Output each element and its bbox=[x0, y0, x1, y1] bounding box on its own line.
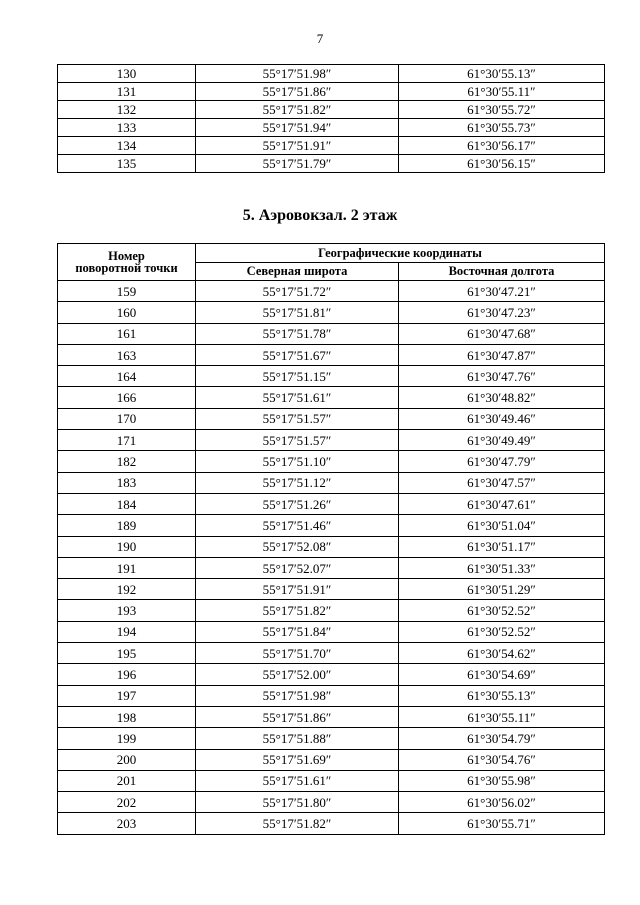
table-row bbox=[58, 281, 605, 302]
table-row bbox=[58, 472, 605, 493]
table-row bbox=[58, 387, 605, 408]
point-number-cell: 201 bbox=[58, 770, 196, 791]
table-row bbox=[58, 408, 605, 429]
longitude-cell: 61°30′55.13″ bbox=[399, 65, 605, 83]
longitude-cell: 61°30′52.52″ bbox=[399, 621, 605, 642]
longitude-cell: 61°30′52.52″ bbox=[399, 600, 605, 621]
table-row bbox=[58, 430, 605, 451]
latitude-cell: 55°17′51.69″ bbox=[196, 749, 399, 770]
coordinates-table-continued bbox=[57, 64, 605, 173]
point-number-cell: 163 bbox=[58, 344, 196, 365]
table-row bbox=[58, 557, 605, 578]
point-number-cell: 197 bbox=[58, 685, 196, 706]
longitude-cell: 61°30′47.68″ bbox=[399, 323, 605, 344]
point-number-cell: 132 bbox=[58, 101, 196, 119]
table-row bbox=[58, 685, 605, 706]
longitude-cell: 61°30′54.69″ bbox=[399, 664, 605, 685]
latitude-cell: 55°17′51.70″ bbox=[196, 643, 399, 664]
table-row bbox=[58, 706, 605, 727]
longitude-cell: 61°30′51.17″ bbox=[399, 536, 605, 557]
point-number-cell: 171 bbox=[58, 430, 196, 451]
header-latitude: Северная широта bbox=[196, 263, 399, 281]
point-number-cell: 202 bbox=[58, 792, 196, 813]
latitude-cell: 55°17′51.78″ bbox=[196, 323, 399, 344]
latitude-cell: 55°17′51.46″ bbox=[196, 515, 399, 536]
latitude-cell: 55°17′51.82″ bbox=[196, 813, 399, 834]
latitude-cell: 55°17′51.98″ bbox=[196, 65, 399, 83]
point-number-cell: 134 bbox=[58, 137, 196, 155]
latitude-cell: 55°17′51.82″ bbox=[196, 600, 399, 621]
latitude-cell: 55°17′52.07″ bbox=[196, 557, 399, 578]
latitude-cell: 55°17′51.81″ bbox=[196, 302, 399, 323]
longitude-cell: 61°30′55.72″ bbox=[399, 101, 605, 119]
table-row bbox=[58, 770, 605, 791]
latitude-cell: 55°17′51.79″ bbox=[196, 155, 399, 173]
point-number-cell: 203 bbox=[58, 813, 196, 834]
point-number-cell: 161 bbox=[58, 323, 196, 344]
table-row bbox=[58, 579, 605, 600]
latitude-cell: 55°17′51.57″ bbox=[196, 430, 399, 451]
point-number-cell: 130 bbox=[58, 65, 196, 83]
longitude-cell: 61°30′49.46″ bbox=[399, 408, 605, 429]
point-number-cell: 194 bbox=[58, 621, 196, 642]
longitude-cell: 61°30′48.82″ bbox=[399, 387, 605, 408]
longitude-cell: 61°30′56.02″ bbox=[399, 792, 605, 813]
point-number-cell: 195 bbox=[58, 643, 196, 664]
coordinates-table-continued-body bbox=[58, 65, 605, 173]
latitude-cell: 55°17′51.15″ bbox=[196, 366, 399, 387]
table-row bbox=[58, 600, 605, 621]
latitude-cell: 55°17′51.91″ bbox=[196, 579, 399, 600]
longitude-cell: 61°30′55.11″ bbox=[399, 83, 605, 101]
longitude-cell: 61°30′47.76″ bbox=[399, 366, 605, 387]
latitude-cell: 55°17′51.98″ bbox=[196, 685, 399, 706]
longitude-cell: 61°30′56.15″ bbox=[399, 155, 605, 173]
longitude-cell: 61°30′47.21″ bbox=[399, 281, 605, 302]
table-row bbox=[58, 83, 605, 101]
longitude-cell: 61°30′55.71″ bbox=[399, 813, 605, 834]
latitude-cell: 55°17′51.84″ bbox=[196, 621, 399, 642]
point-number-cell: 196 bbox=[58, 664, 196, 685]
table-row bbox=[58, 621, 605, 642]
latitude-cell: 55°17′51.94″ bbox=[196, 119, 399, 137]
point-number-cell: 191 bbox=[58, 557, 196, 578]
latitude-cell: 55°17′51.67″ bbox=[196, 344, 399, 365]
point-number-cell: 199 bbox=[58, 728, 196, 749]
longitude-cell: 61°30′49.49″ bbox=[399, 430, 605, 451]
longitude-cell: 61°30′47.79″ bbox=[399, 451, 605, 472]
longitude-cell: 61°30′55.13″ bbox=[399, 685, 605, 706]
latitude-cell: 55°17′51.86″ bbox=[196, 706, 399, 727]
point-number-cell: 164 bbox=[58, 366, 196, 387]
header-point-number bbox=[58, 244, 196, 281]
header-longitude: Восточная долгота bbox=[399, 263, 605, 281]
table-row bbox=[58, 344, 605, 365]
page-number: 7 bbox=[316, 31, 324, 46]
point-number-cell: 193 bbox=[58, 600, 196, 621]
longitude-cell: 61°30′47.57″ bbox=[399, 472, 605, 493]
latitude-cell: 55°17′51.12″ bbox=[196, 472, 399, 493]
longitude-cell: 61°30′51.33″ bbox=[399, 557, 605, 578]
table-row bbox=[58, 664, 605, 685]
longitude-cell: 61°30′56.17″ bbox=[399, 137, 605, 155]
latitude-cell: 55°17′51.80″ bbox=[196, 792, 399, 813]
latitude-cell: 55°17′51.88″ bbox=[196, 728, 399, 749]
latitude-cell: 55°17′51.26″ bbox=[196, 493, 399, 514]
longitude-cell: 61°30′55.98″ bbox=[399, 770, 605, 791]
table-row bbox=[58, 302, 605, 323]
point-number-cell: 131 bbox=[58, 83, 196, 101]
table-row bbox=[58, 643, 605, 664]
longitude-cell: 61°30′51.29″ bbox=[399, 579, 605, 600]
latitude-cell: 55°17′51.82″ bbox=[196, 101, 399, 119]
point-number-cell: 135 bbox=[58, 155, 196, 173]
point-number-cell: 183 bbox=[58, 472, 196, 493]
point-number-cell: 160 bbox=[58, 302, 196, 323]
longitude-cell: 61°30′54.79″ bbox=[399, 728, 605, 749]
table-row bbox=[58, 137, 605, 155]
point-number-cell: 198 bbox=[58, 706, 196, 727]
longitude-cell: 61°30′54.76″ bbox=[399, 749, 605, 770]
latitude-cell: 55°17′52.08″ bbox=[196, 536, 399, 557]
point-number-cell: 133 bbox=[58, 119, 196, 137]
table-row bbox=[58, 366, 605, 387]
point-number-cell: 170 bbox=[58, 408, 196, 429]
latitude-cell: 55°17′51.61″ bbox=[196, 770, 399, 791]
point-number-cell: 200 bbox=[58, 749, 196, 770]
point-number-cell: 184 bbox=[58, 493, 196, 514]
table-row bbox=[58, 749, 605, 770]
table-row bbox=[58, 451, 605, 472]
table-row bbox=[58, 536, 605, 557]
longitude-cell: 61°30′47.23″ bbox=[399, 302, 605, 323]
table-row bbox=[58, 728, 605, 749]
coordinates-table bbox=[57, 243, 605, 835]
longitude-cell: 61°30′51.04″ bbox=[399, 515, 605, 536]
longitude-cell: 61°30′47.61″ bbox=[399, 493, 605, 514]
latitude-cell: 55°17′51.72″ bbox=[196, 281, 399, 302]
point-number-cell: 159 bbox=[58, 281, 196, 302]
longitude-cell: 61°30′54.62″ bbox=[399, 643, 605, 664]
table-row bbox=[58, 101, 605, 119]
table-row bbox=[58, 119, 605, 137]
latitude-cell: 55°17′51.86″ bbox=[196, 83, 399, 101]
coordinates-table-body bbox=[58, 281, 605, 835]
latitude-cell: 55°17′51.91″ bbox=[196, 137, 399, 155]
latitude-cell: 55°17′51.10″ bbox=[196, 451, 399, 472]
header-point-line1: Номер bbox=[108, 248, 145, 263]
point-number-cell: 189 bbox=[58, 515, 196, 536]
point-number-cell: 192 bbox=[58, 579, 196, 600]
latitude-cell: 55°17′51.61″ bbox=[196, 387, 399, 408]
table-row bbox=[58, 493, 605, 514]
longitude-cell: 61°30′55.11″ bbox=[399, 706, 605, 727]
point-number-cell: 182 bbox=[58, 451, 196, 472]
header-coordinates: Географические координаты bbox=[196, 244, 605, 263]
longitude-cell: 61°30′47.87″ bbox=[399, 344, 605, 365]
latitude-cell: 55°17′52.00″ bbox=[196, 664, 399, 685]
point-number-cell: 190 bbox=[58, 536, 196, 557]
table-row bbox=[58, 515, 605, 536]
table-row bbox=[58, 792, 605, 813]
table-row bbox=[58, 813, 605, 834]
coordinates-table-header bbox=[58, 244, 605, 281]
table-row bbox=[58, 155, 605, 173]
longitude-cell: 61°30′55.73″ bbox=[399, 119, 605, 137]
latitude-cell: 55°17′51.57″ bbox=[196, 408, 399, 429]
section-title: 5. Аэровокзал. 2 этаж bbox=[242, 207, 398, 224]
header-point-line2: поворотной точки bbox=[75, 261, 178, 275]
table-row bbox=[58, 65, 605, 83]
table-row bbox=[58, 323, 605, 344]
point-number-cell: 166 bbox=[58, 387, 196, 408]
